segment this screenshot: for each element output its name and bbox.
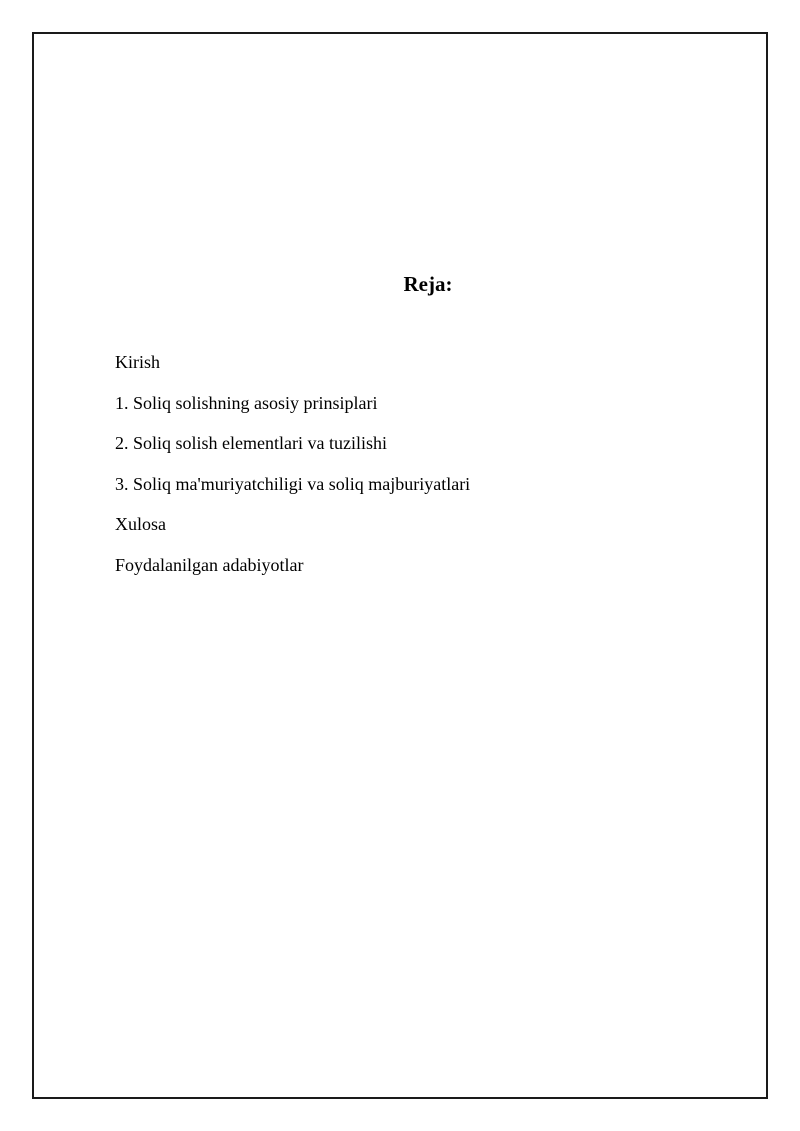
toc-item-references: Foydalanilgan adabiyotlar xyxy=(115,554,304,575)
page-title: Reja: xyxy=(403,272,453,296)
toc-item-chapter-2: 2. Soliq solish elementlari va tuzilishi xyxy=(115,433,387,454)
toc-item-introduction: Kirish xyxy=(115,352,160,372)
toc-item-chapter-1: 1. Soliq solishning asosiy prinsiplari xyxy=(115,392,378,413)
table-of-contents xyxy=(115,350,470,594)
toc-item-conclusion: Xulosa xyxy=(115,514,166,535)
toc-item-chapter-3: 3. Soliq ma'muriyatchiligi va soliq majburiyatlari xyxy=(115,473,471,494)
